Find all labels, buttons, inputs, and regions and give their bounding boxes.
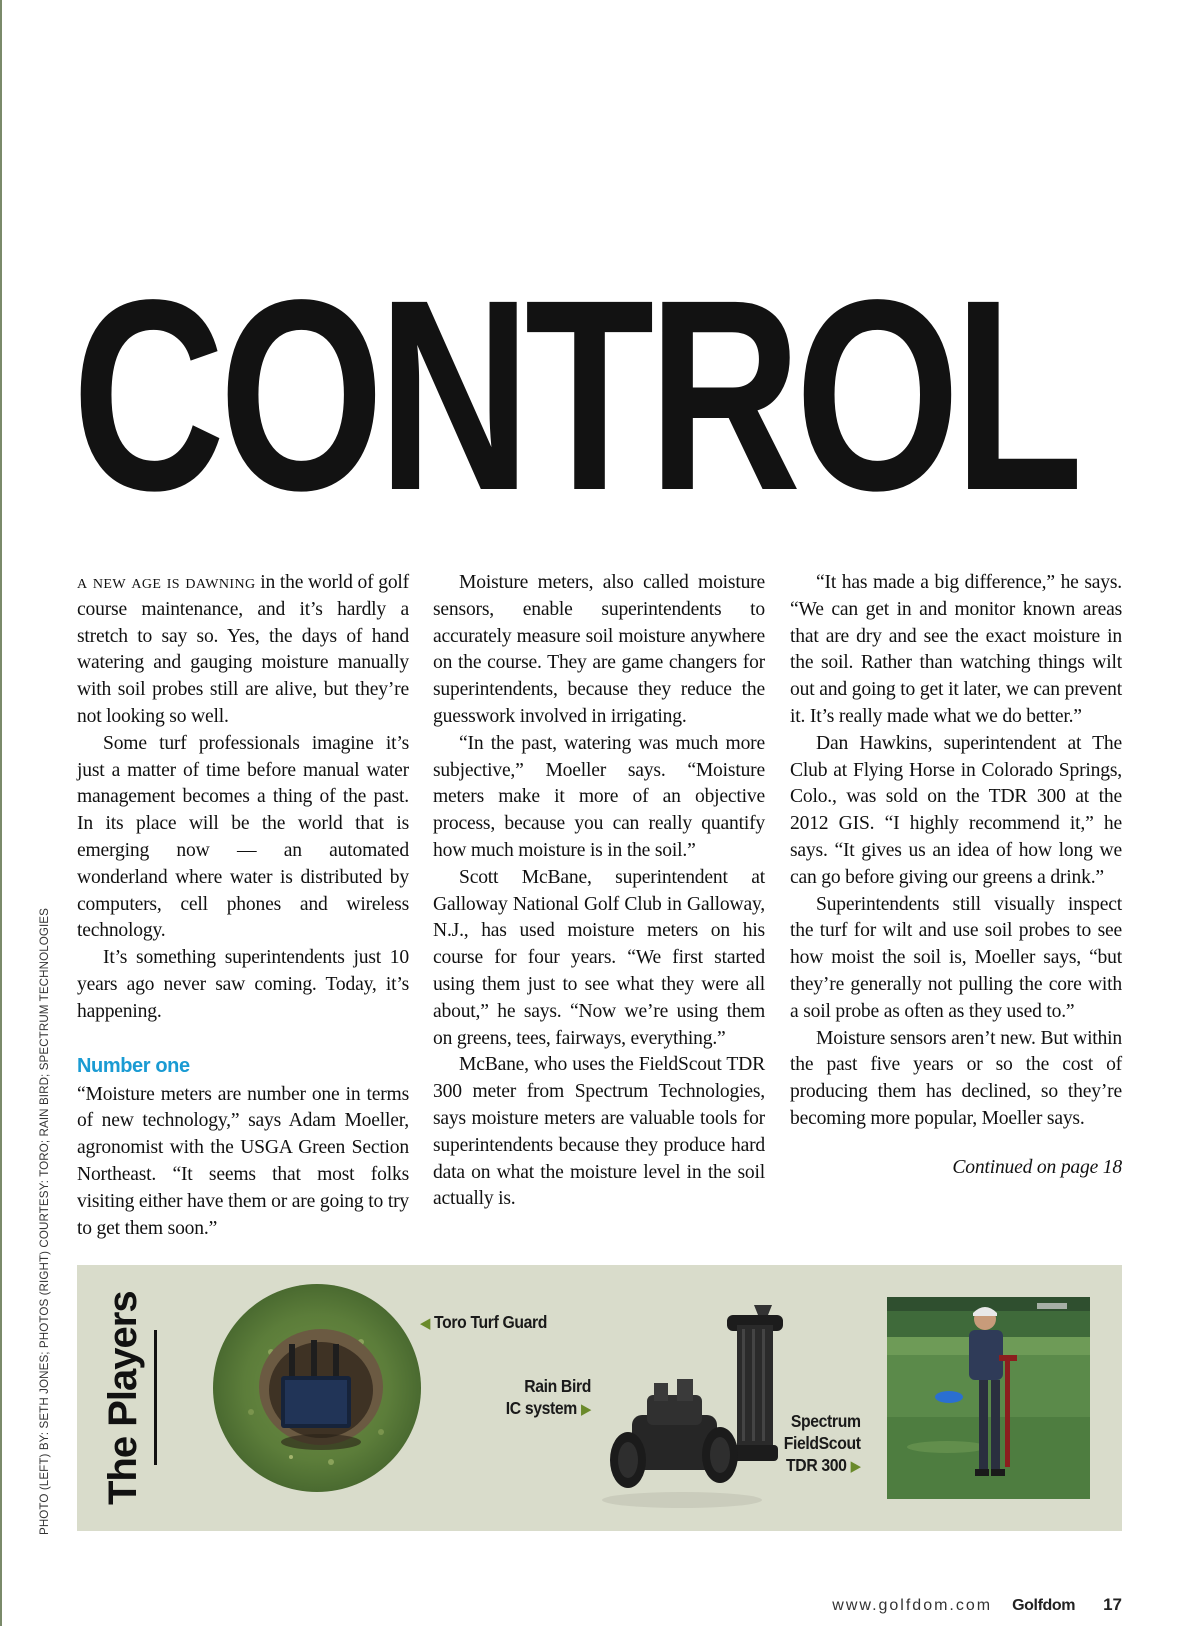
article-body xyxy=(77,570,1122,1239)
page-number: 17 xyxy=(1103,1595,1122,1614)
players-panel xyxy=(77,1265,1122,1531)
lead-paragraph-text: in the world of golf course maintenance, and it’s hardly a stretch to say so. Yes, the days of hand watering and gauging moisture manually with soil probes still are alive, but they’re not looking so well. xyxy=(77,572,409,727)
players-title: The Players xyxy=(101,1291,145,1505)
label-toro-turf-guard: ◀ Toro Turf Guard xyxy=(420,1312,548,1332)
label-spectrum-fieldscout: Spectrum FieldScout TDR 300 ▶ xyxy=(783,1411,861,1475)
players-title-rule xyxy=(154,1330,157,1465)
paragraph: “It has made a big difference,” he says. “We can get in and monitor known areas that are dry and see the exact moisture in the soil. Rather than watching things wilt out and going to get it later, we can prevent it. It’s really made what we do better.” xyxy=(790,572,1122,727)
lead-in: a new age is dawning xyxy=(77,572,256,593)
paragraph: McBane, who uses the FieldScout TDR 300 meter from Spectrum Technologies, says moisture meters are valuable tools for superintendents because they produce hard data on what the moisture level in the soil actually is. xyxy=(433,1054,765,1210)
photo-credit: PHOTO (LEFT) BY: SETH JONES; PHOTOS (RIGHT) COURTESY: TORO; RAIN BIRD; SPECTRUM TECHNOLOGIES xyxy=(38,908,51,1535)
paragraph: Superintendents still visually inspect the turf for wilt and use soil probes to see how moist the soil is, Moeller says, “but they’re generally not pulling the core with a soil probe as often as they used to.” xyxy=(790,893,1122,1022)
footer-url[interactable]: www.golfdom.com xyxy=(832,1597,993,1614)
continued-link[interactable]: Continued on page 18 xyxy=(952,1156,1122,1178)
arrow-right-icon: ▶ xyxy=(850,1458,861,1475)
rain-bird-valve-photo xyxy=(592,1295,842,1520)
headline: CONTROL xyxy=(72,243,1078,547)
paragraph: Scott McBane, superintendent at Galloway National Golf Club in Galloway, N.J., has used moisture meters on his course for four years. “We first started using them just to see what they were all about,” he says. “Now we’re using them on greens, tees, fairways, everything.” xyxy=(433,866,765,1049)
arrow-left-icon: ◀ xyxy=(420,1315,431,1332)
paragraph: Some turf professionals imagine it’s just a matter of time before manual water management becomes a thing of the past. In its place will be the world that is emerging now — an automated wonderland where water is distributed by computers, cell phones and wireless technology. xyxy=(77,732,409,942)
article-column-3 xyxy=(790,570,1122,1182)
label-rain-bird: Rain Bird IC system ▶ xyxy=(505,1376,591,1418)
paragraph: It’s something superintendents just 10 years ago never saw coming. Today, it’s happening. xyxy=(77,947,409,1022)
paragraph: Dan Hawkins, superintendent at The Club at Flying Horse in Colorado Springs, Colo., was sold on the TDR 300 at the 2012 GIS. “I highly recommend it,” he says. “It gives us an idea of how long we can go before giving our greens a drink.” xyxy=(790,732,1122,888)
spectrum-fieldscout-photo xyxy=(887,1297,1090,1499)
arrow-right-icon: ▶ xyxy=(580,1401,591,1418)
paragraph xyxy=(77,570,409,731)
toro-turf-guard-photo xyxy=(211,1282,423,1494)
footer-magazine-name: Golfdom xyxy=(1012,1597,1076,1614)
subhead-number-one: Number one xyxy=(77,1054,190,1077)
paragraph: Moisture sensors aren’t new. But within the past five years or so the cost of producing them has declined, so they’re becoming more popular, Moeller says. xyxy=(790,1027,1122,1129)
article-column-2 xyxy=(433,570,765,1213)
left-edge-rule xyxy=(0,0,2,1626)
page-footer xyxy=(832,1595,1122,1615)
paragraph: “Moisture meters are number one in terms of new technology,” says Adam Moeller, agronomist with the USGA Green Section Northeast. “It seems that most folks visiting either have them or are going to try to get them soon.” xyxy=(77,1083,409,1239)
article-column-1 xyxy=(77,570,409,1242)
paragraph: Moisture meters, also called moisture sensors, enable superintendents to accurately measure soil moisture anywhere on the course. They are game changers for superintendents, because they reduce the guesswork involved in irrigating. xyxy=(433,572,765,727)
paragraph: “In the past, watering was much more subjective,” Moeller says. “Moisture meters make it more of an objective process, because you can really quantify how much moisture is in the soil.” xyxy=(433,732,765,861)
